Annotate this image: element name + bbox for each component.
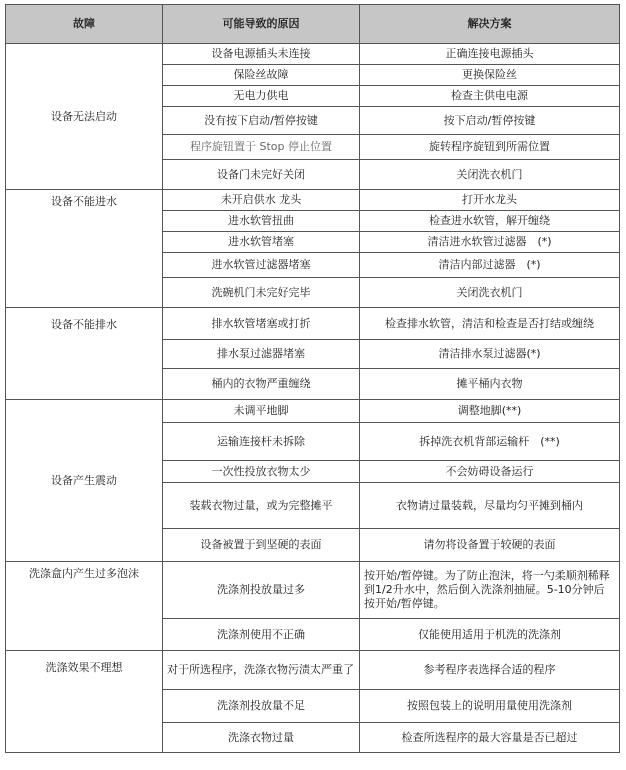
solution-cell: 更换保险丝 — [360, 65, 620, 86]
table-row — [6, 651, 620, 690]
fault-cell: 洗涤盒内产生过多泡沫 — [6, 562, 163, 651]
cause-cell: 排水软管堵塞或打折 — [163, 308, 360, 340]
cause-cell: 一次性投放衣物太少 — [163, 461, 360, 483]
solution-cell: 检查排水软管，清洁和检查是否打结或缠绕 — [360, 308, 620, 340]
cause-cell: 进水软管堵塞 — [163, 232, 360, 253]
header-fault: 故障 — [6, 5, 163, 44]
solution-cell: 按开始/暂停键。为了防止泡沫，将一勺柔顺剂稀释到1/2升水中，然后倒入洗涤剂抽屉。5-10分钟后按开始/暂停键。 — [360, 562, 620, 619]
cause-cell: 装载衣物过量，或为完整摊平 — [163, 483, 360, 529]
table-row — [6, 44, 620, 65]
cause-cell: 洗涤剂使用不正确 — [163, 619, 360, 651]
cause-cell: 程序旋钮置于 Stop 停止位置 — [163, 135, 360, 160]
cause-cell: 设备电源插头未连接 — [163, 44, 360, 65]
cause-cell: 进水软管过滤器堵塞 — [163, 253, 360, 278]
solution-cell: 检查进水软管，解开缠绕 — [360, 211, 620, 232]
cause-cell: 进水软管扭曲 — [163, 211, 360, 232]
cause-cell: 没有按下启动/暂停按键 — [163, 107, 360, 135]
fault-cell: 设备不能进水 — [6, 190, 163, 308]
cause-cell: 桶内的衣物严重缠绕 — [163, 369, 360, 400]
cause-cell: 洗涤剂投放量过多 — [163, 562, 360, 619]
cause-cell: 对于所选程序，洗涤衣物污渍太严重了 — [163, 651, 360, 690]
table-row — [6, 562, 620, 619]
solution-cell: 关闭洗衣机门 — [360, 278, 620, 308]
cause-cell: 洗涤剂投放量不足 — [163, 690, 360, 723]
solution-cell: 清洁进水软管过滤器 (*) — [360, 232, 620, 253]
table-row — [6, 308, 620, 340]
cause-cell: 未开启供水 龙头 — [163, 190, 360, 211]
solution-cell: 调整地脚(**) — [360, 400, 620, 423]
solution-cell: 参考程序表选择合适的程序 — [360, 651, 620, 690]
solution-cell: 正确连接电源插头 — [360, 44, 620, 65]
cause-cell: 排水泵过滤器堵塞 — [163, 340, 360, 369]
cause-cell: 洗涤衣物过量 — [163, 723, 360, 753]
table-row — [6, 400, 620, 423]
solution-cell: 旋转程序旋钮到所需位置 — [360, 135, 620, 160]
cause-cell: 保险丝故障 — [163, 65, 360, 86]
header-row — [6, 5, 620, 44]
solution-cell: 检查所选程序的最大容量是否已超过 — [360, 723, 620, 753]
solution-cell: 清洁排水泵过滤器(*) — [360, 340, 620, 369]
solution-cell: 摊平桶内衣物 — [360, 369, 620, 400]
cause-cell: 未调平地脚 — [163, 400, 360, 423]
solution-cell: 衣物请过量装载，尽量均匀平摊到桶内 — [360, 483, 620, 529]
solution-cell: 打开水龙头 — [360, 190, 620, 211]
fault-cell: 设备不能排水 — [6, 308, 163, 400]
solution-cell: 仅能使用适用于机洗的洗涤剂 — [360, 619, 620, 651]
cause-cell: 运输连接杆未拆除 — [163, 423, 360, 461]
solution-cell: 不会妨碍设备运行 — [360, 461, 620, 483]
solution-cell: 按下启动/暂停按键 — [360, 107, 620, 135]
fault-cell: 设备产生震动 — [6, 400, 163, 562]
cause-cell: 无电力供电 — [163, 86, 360, 107]
solution-cell: 清洁内部过滤器 (*) — [360, 253, 620, 278]
solution-cell: 关闭洗衣机门 — [360, 160, 620, 190]
solution-cell: 按照包装上的说明用量使用洗涤剂 — [360, 690, 620, 723]
header-cause: 可能导致的原因 — [163, 5, 360, 44]
troubleshooting-table — [5, 4, 620, 753]
cause-cell: 洗碗机门未完好完毕 — [163, 278, 360, 308]
header-solution: 解决方案 — [360, 5, 620, 44]
solution-cell: 请勿将设备置于较硬的表面 — [360, 529, 620, 562]
table-row — [6, 190, 620, 211]
cause-cell: 设备门未完好关闭 — [163, 160, 360, 190]
fault-cell: 洗涤效果不理想 — [6, 651, 163, 753]
fault-cell: 设备无法启动 — [6, 44, 163, 190]
solution-cell: 拆掉洗衣机背部运输杆 (**) — [360, 423, 620, 461]
solution-cell: 检查主供电电源 — [360, 86, 620, 107]
cause-cell: 设备被置于到坚硬的表面 — [163, 529, 360, 562]
